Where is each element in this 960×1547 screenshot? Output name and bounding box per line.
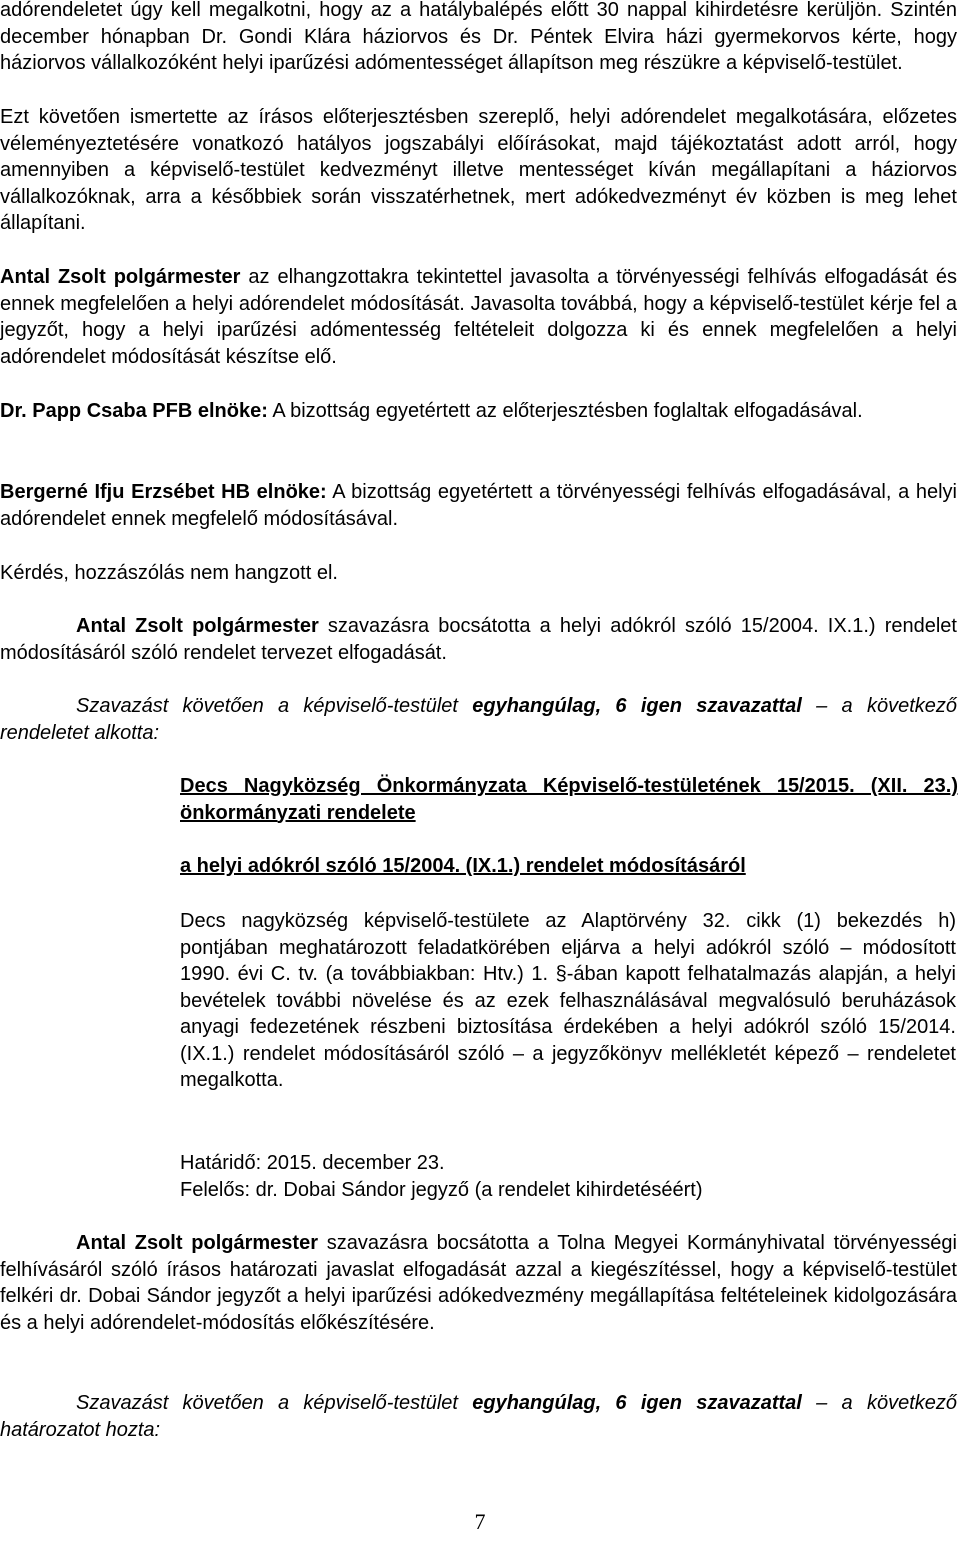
paragraph-vote-call-1: Antal Zsolt polgármester szavazásra bocsátotta a helyi adókról szóló 15/2004. IX.1.) rendelet módosításáról szóló rendelet tervezet elfogadását. [0, 615, 957, 664]
speaker-name: Antal Zsolt polgármester [0, 266, 241, 288]
speaker-name: Dr. Papp Csaba PFB elnöke: [0, 400, 268, 422]
paragraph-intro: adórendeletet úgy kell megalkotni, hogy az a hatálybalépés előtt 30 nappal kihirdetésre kerüljön. Szintén december hónapban Dr. Gondi Klára háziorvos és Dr. Péntek Elvira házi gyermekorvos kérte, hogy háziorvos vállalkozóként helyi iparűzési adómentességet állapítson meg részükre a képviselő-testület. [0, 0, 957, 74]
paragraph-vote-result-1: Szavazást követően a képviselő-testület egyhangúlag, 6 igen szavazattal – a következő rendeletet alkotta: [0, 695, 958, 744]
ordinance-title: Decs Nagyközség Önkormányzata Képviselő-testületének 15/2015. (XII. 23.) önkormányzati rendelete [180, 775, 958, 824]
paragraph-hb-chair: Bergerné Ifju Erzsébet HB elnöke: A bizottság egyetértett a törvényességi felhívás elfogadásával, a helyi adórendelet ennek megfelelő módosításával. [0, 481, 957, 530]
ordinance-body: Decs nagyközség képviselő-testülete az Alaptörvény 32. cikk (1) bekezdés h) pontjában meghatározott feladatkörében eljárva a helyi adókról szóló – módosított 1990. évi C. tv. (a továbbiakban: Htv.) 1. §-ában kapott felhatalmazás alapján, a helyi bevételek további növelése és az ezek felhasználásával megvalósuló beruházások anyagi fedezetének részbeni biztosítása érdekében a helyi adókról szóló 15/2014. (IX.1.) rendelet módosításáról szóló – a jegyzőkönyv mellékletét képező – rendeletet megalkotta. [180, 910, 956, 1091]
page-number: 7 [474, 1509, 486, 1534]
paragraph-mayor-proposal: Antal Zsolt polgármester az elhangzottakra tekintettel javasolta a törvényességi felhívás elfogadását és ennek megfelelően a helyi adórendelet módosítását. Javasolta továbbá, hogy a képviselő-testület kérje fel a jegyzőt, hogy a helyi iparűzési adómentesség feltételeit dolgozza ki és ennek megfelelően a helyi adórendelet módosítását készítse elő. [0, 266, 957, 368]
ordinance-responsible: Felelős: dr. Dobai Sándor jegyző (a rendelet kihirdetéséért) [180, 1179, 703, 1201]
ordinance-deadline: Határidő: 2015. december 23. [180, 1152, 445, 1174]
paragraph-no-questions: Kérdés, hozzászólás nem hangzott el. [0, 562, 338, 584]
ordinance-subtitle: a helyi adókról szóló 15/2004. (IX.1.) rendelet módosításáról [180, 855, 746, 877]
speaker-name: Antal Zsolt polgármester [76, 1232, 318, 1254]
paragraph-explanation: Ezt követően ismertette az írásos előterjesztésben szereplő, helyi adórendelet megalkotására, előzetes véleményeztetésére vonatkozó hatályos jogszabályi előírásokat, majd tájékoztatást adott arról, hogy amennyiben a képviselő-testület kedvezményt illetve mentességet kíván megállapítani a háziorvos vállalkozóknak, arra a későbbiek során visszatérhetnek, mert adókedvezményt év közben is meg lehet állapítani. [0, 106, 957, 234]
paragraph-vote-call-2: Antal Zsolt polgármester szavazásra bocsátotta a Tolna Megyei Kormányhivatal törvényességi felhívásáról szóló írásos határozati javaslat elfogadását azzal a kiegészítéssel, hogy a képviselő-testület felkéri dr. Dobai Sándor jegyzőt a helyi iparűzési adókedvezmény megállapítása feltételeinek kidolgozására és a helyi adórendelet-módosítás előkészítésére. [0, 1232, 957, 1334]
paragraph-vote-result-2: Szavazást követően a képviselő-testület egyhangúlag, 6 igen szavazattal – a következő határozatot hozta: [0, 1392, 958, 1441]
speaker-name: Bergerné Ifju Erzsébet HB elnöke: [0, 481, 327, 503]
paragraph-pfb-chair: Dr. Papp Csaba PFB elnöke: A bizottság egyetértett az előterjesztésben foglaltak elfogadásával. [0, 400, 863, 422]
speaker-name: Antal Zsolt polgármester [76, 615, 319, 637]
